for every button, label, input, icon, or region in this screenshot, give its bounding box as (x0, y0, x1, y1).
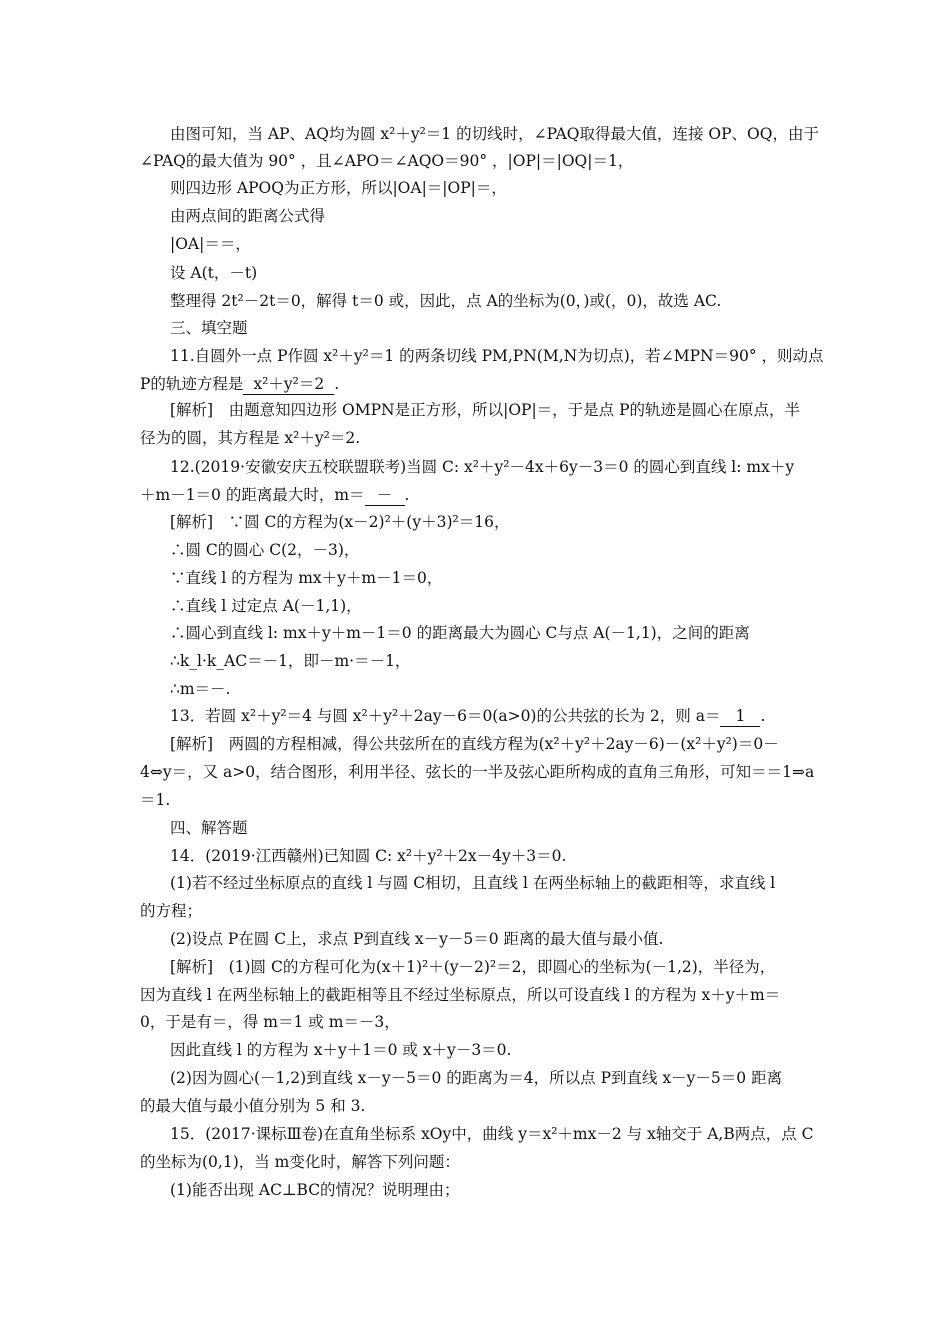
solution-text: [解析] 两圆的方程相减，得公共弦所在的直线方程为(x²＋y²＋2ay－6)－(x²＋y²)＝0－ (170, 735, 779, 753)
solution-text: [解析] (1)圆 C的方程可化为(x＋1)²＋(y－2)²＝2，即圆心的坐标为(－1,2)，半径为， (170, 958, 776, 976)
text-line: ∠PAQ的最大值为 90° ，且∠APO＝∠AQO＝90° ，|OP|＝|OQ|＝1， (140, 152, 634, 170)
question-text-with-answer (140, 374, 820, 395)
question-text: (1)若不经过坐标原点的直线 l 与圆 C相切，且直线 l 在两坐标轴上的截距相等，求直线 l (170, 874, 776, 892)
question-text: ＋m－1＝0 的距离最大时，m＝ (140, 486, 365, 504)
solution-text: 径为的圆，其方程是 x²＋y²＝2. (140, 429, 361, 447)
question-text: 的方程； (140, 902, 203, 920)
answer-blank: x²＋y²＝2 (243, 374, 334, 395)
solution-text: ∴圆心到直线 l: mx＋y＋m－1＝0 的距离最大为圆心 C与点 A(－1,1)，之间的距离 (170, 624, 750, 642)
answer-blank: 1 (720, 706, 760, 727)
question-text: 14．(2019·江西赣州)已知圆 C: x²＋y²＋2x－4y＋3＝0. (170, 847, 567, 865)
solution-text: ∴k_l·k_AC＝－1，即－m·＝－1， (170, 652, 411, 670)
question-text: 12.(2019·安徽安庆五校联盟联考)当圆 C: x²＋y²－4x＋6y－3＝0 的圆心到直线 l: mx＋y (170, 458, 795, 476)
question-text: (1)能否出现 AC⊥BC的情况？说明理由； (170, 1181, 460, 1199)
solution-text: 的最大值与最小值分别为 5 和 3. (140, 1097, 366, 1115)
text-line: 由两点间的距离公式得 (170, 207, 326, 225)
solution-text: [解析] 由题意知四边形 OMPN是正方形，所以|OP|＝，于是点 P的轨迹是圆心在原点，半 (170, 401, 801, 419)
text-line: 则四边形 APOQ为正方形，所以|OA|＝|OP|＝， (170, 179, 507, 197)
question-text: (2)设点 P在圆 C上，求点 P到直线 x－y－5＝0 距离的最大值与最小值. (170, 930, 664, 948)
solution-text: 4⇔y＝，又 a>0，结合图形，利用半径、弦长的一半及弦心距所构成的直角三角形，可知＝＝1⇒a (140, 763, 815, 781)
question-text: P的轨迹方程是 (140, 375, 244, 393)
solution-text: ∵直线 l 的方程为 mx＋y＋m－1＝0， (170, 569, 443, 587)
answer-tail: . (760, 707, 766, 725)
question-text: 11.自圆外一点 P作圆 x²＋y²＝1 的两条切线 PM,PN(M,N为切点)，若∠MPN＝90° ，则动点 (170, 347, 824, 365)
solution-text: [解析] ∵圆 C的方程为(x－2)²＋(y＋3)²＝16， (170, 513, 510, 531)
solution-text: ∴圆 C的圆心 C(2，－3)， (170, 541, 360, 559)
question-text: 的坐标为(0,1)，当 m变化时，解答下列问题： (140, 1153, 460, 1171)
question-text-with-answer (140, 485, 820, 506)
section-heading: 四、解答题 (170, 819, 248, 837)
solution-text: ∴m＝－. (170, 680, 231, 698)
answer-tail: . (334, 375, 340, 393)
question-text: 15．(2017·课标Ⅲ卷)在直角坐标系 xOy中，曲线 y＝x²＋mx－2 与 x轴交于 A,B两点，点 C (170, 1125, 814, 1143)
solution-text: ∴直线 l 过定点 A(－1,1)， (170, 597, 362, 615)
solution-text: 因此直线 l 的方程为 x＋y＋1＝0 或 x＋y－3＝0. (170, 1041, 512, 1059)
answer-tail: . (404, 486, 410, 504)
question-text: 13．若圆 x²＋y²＝4 与圆 x²＋y²＋2ay－6＝0(a>0)的公共弦的长为 2，则 a＝ (170, 707, 721, 725)
text-line: |OA|＝＝， (170, 235, 251, 253)
solution-text: ＝1. (140, 791, 171, 809)
section-heading: 三、填空题 (170, 319, 248, 337)
solution-text: (2)因为圆心(－1,2)到直线 x－y－5＝0 的距离为＝4，所以点 P到直线 x－y－5＝0 距离 (170, 1069, 783, 1087)
answer-blank: － (365, 485, 405, 506)
text-line: 设 A(t，－t) (170, 264, 258, 282)
text-line: 整理得 2t²－2t＝0，解得 t＝0 或，因此，点 A的坐标为(0，)或(，0)，故选 AC. (170, 292, 722, 310)
text-line: 由图可知，当 AP、AQ均为圆 x²＋y²＝1 的切线时，∠PAQ取得最大值，连接 OP、OQ，由于 (170, 125, 819, 143)
solution-text: 因为直线 l 在两坐标轴上的截距相等且不经过坐标原点，所以可设直线 l 的方程为 x＋y＋m＝ (140, 986, 781, 1004)
solution-text: 0，于是有＝，得 m＝1 或 m＝－3， (140, 1013, 400, 1031)
question-text-with-answer (170, 706, 820, 727)
